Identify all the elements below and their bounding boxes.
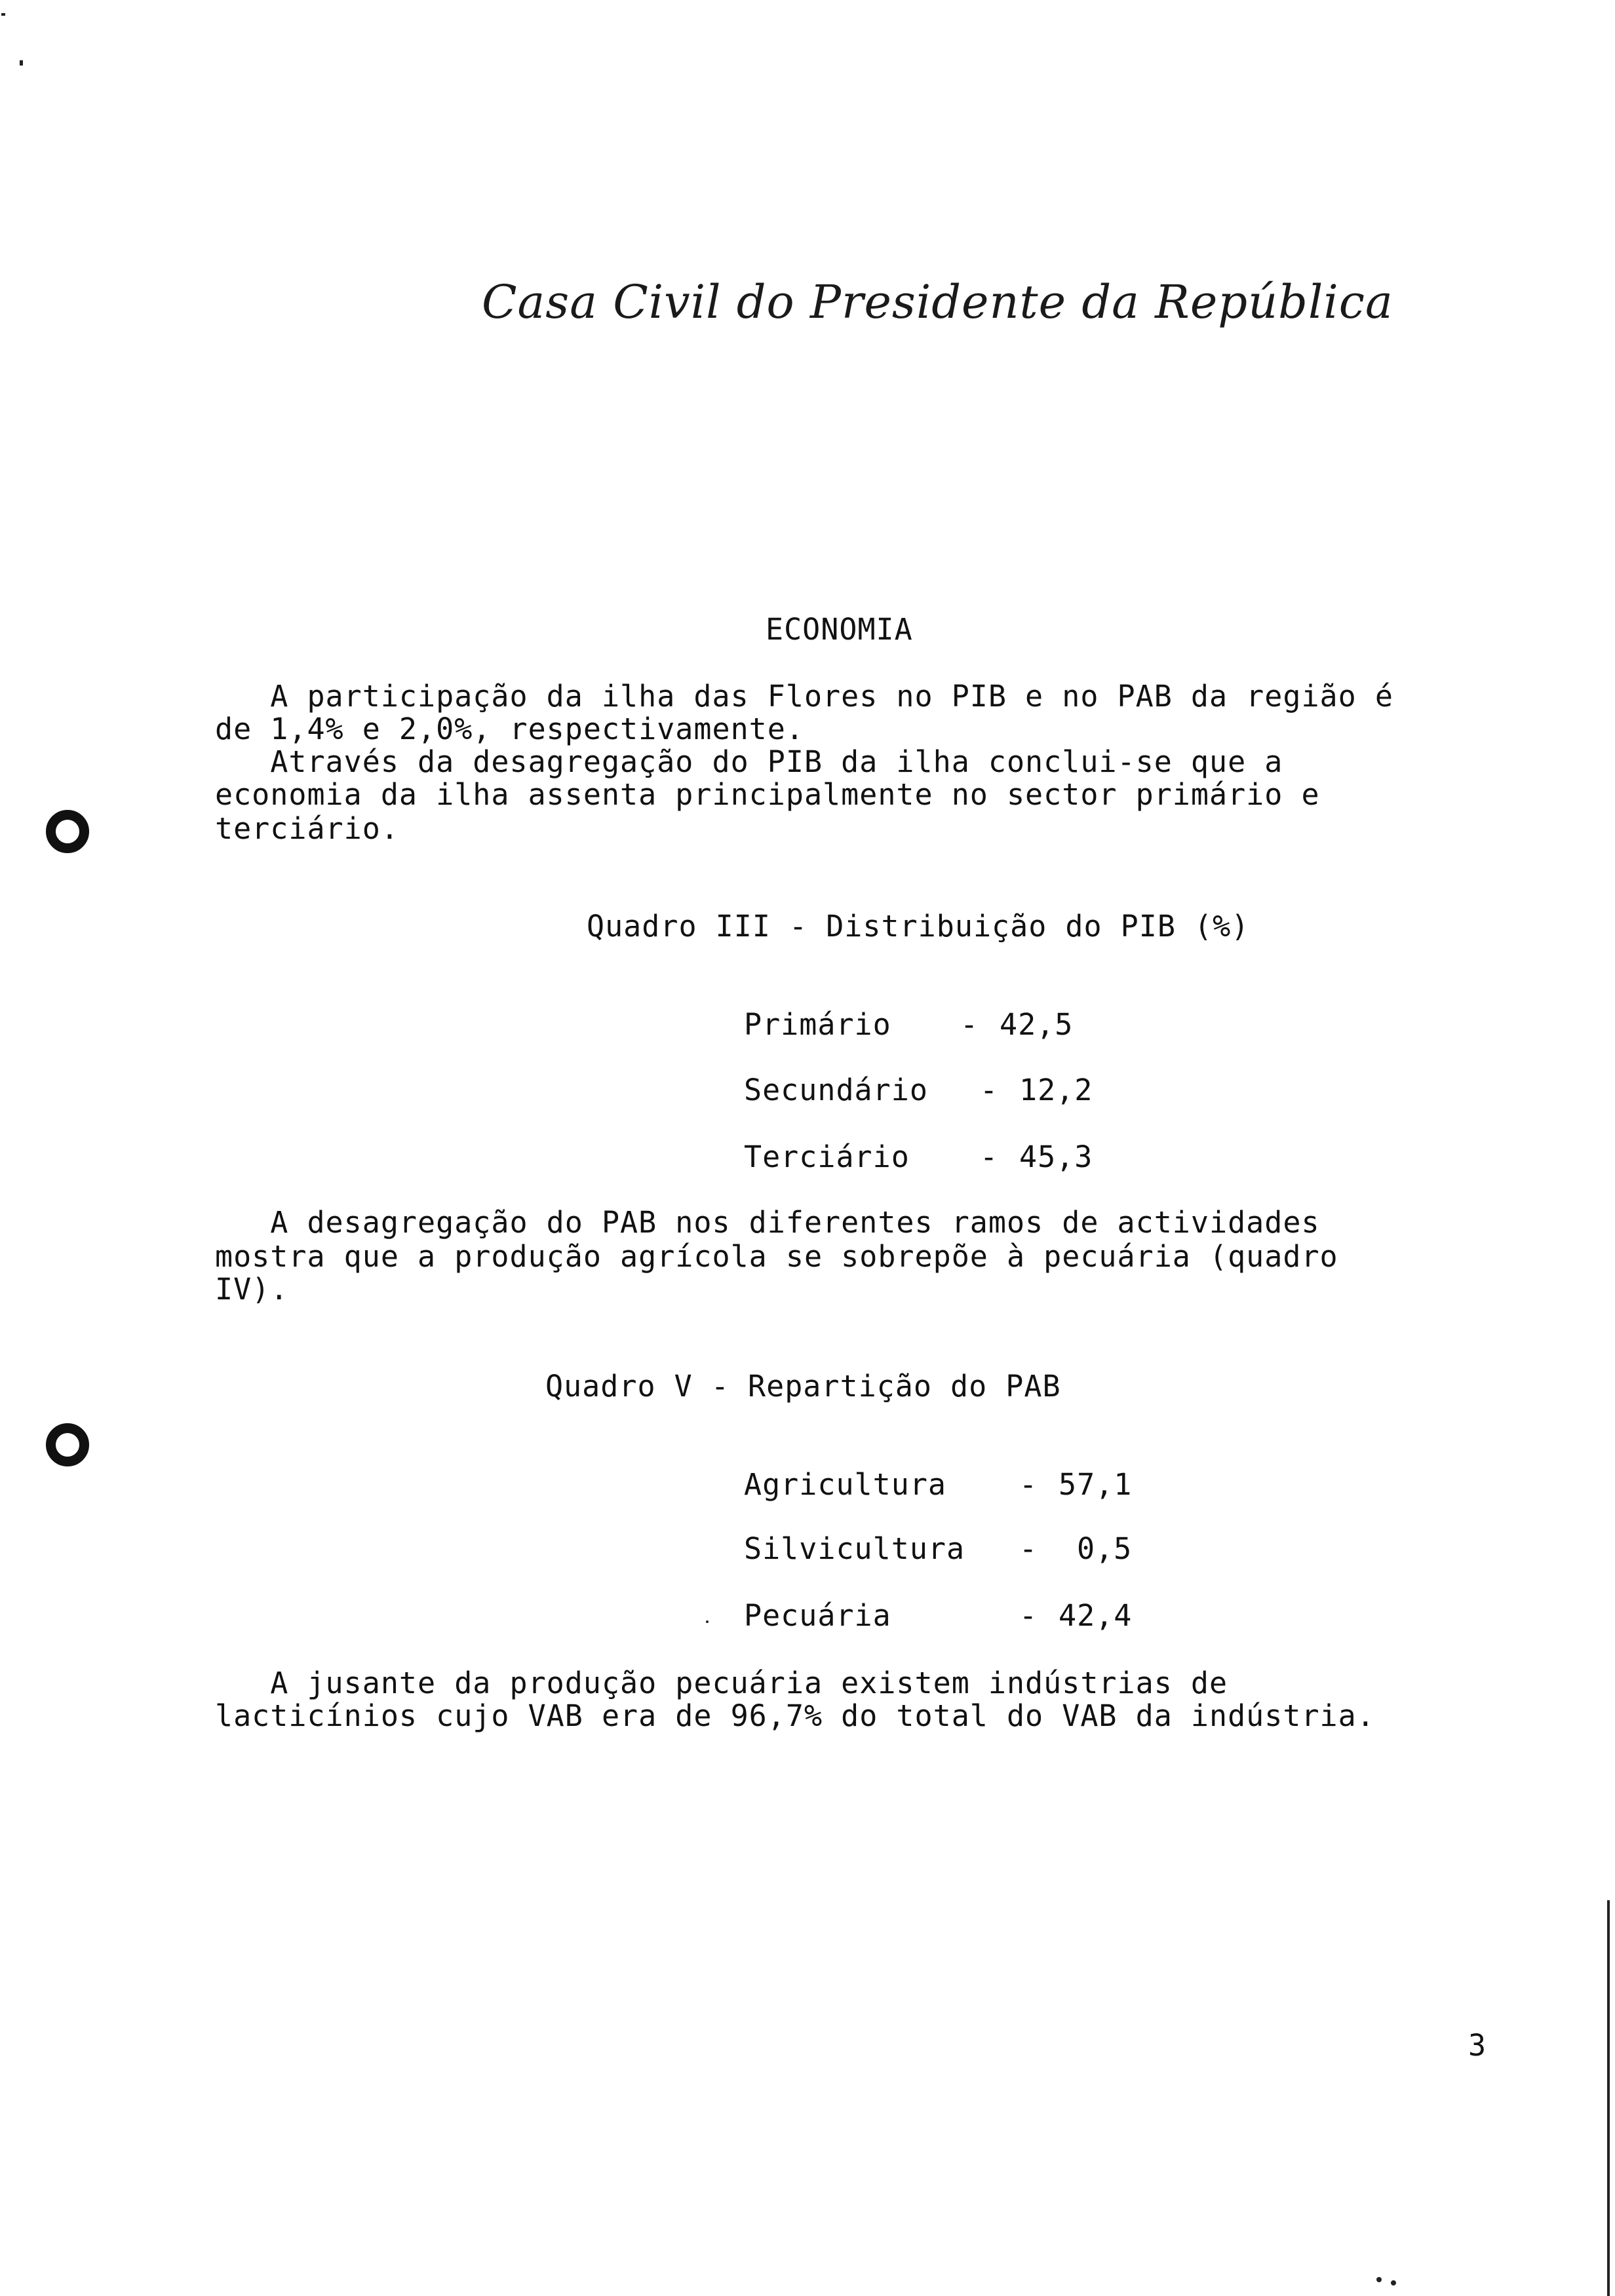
table-5-row-value: 0,5 bbox=[1077, 1531, 1133, 1566]
table-5-row-label: Silvicultura bbox=[744, 1531, 965, 1566]
paragraph-2-line-2: economia da ilha assenta principalmente no sector primário e bbox=[215, 777, 1320, 812]
table-3-row-label: Terciário bbox=[744, 1139, 910, 1174]
paragraph-2-line-3: terciário. bbox=[215, 811, 399, 846]
table-3-row-label: Primário bbox=[744, 1007, 891, 1042]
paragraph-3-line-2: mostra que a produção agrícola se sobrepõe à pecuária (quadro bbox=[215, 1239, 1338, 1274]
paragraph-4-line-1: A jusante da produção pecuária existem indústrias de bbox=[215, 1666, 1228, 1700]
table-5-row-sep: - bbox=[1019, 1531, 1038, 1566]
paragraph-3-line-1: A desagregação do PAB nos diferentes ramos de actividades bbox=[215, 1205, 1320, 1240]
table-3-row-sep: - bbox=[980, 1139, 999, 1174]
table-5-row-label: Pecuária bbox=[744, 1598, 891, 1633]
page-number: 3 bbox=[1468, 2028, 1487, 2063]
table-5-row-value: 57,1 bbox=[1059, 1467, 1133, 1502]
scan-dot bbox=[706, 1620, 709, 1623]
table-3-row-sep: - bbox=[980, 1073, 999, 1107]
punch-hole-top bbox=[46, 810, 89, 853]
paragraph-1-line-1: A participação da ilha das Flores no PIB e no PAB da região é bbox=[215, 679, 1393, 714]
scan-mark-top-left bbox=[1, 13, 5, 16]
table-5-row-sep: - bbox=[1019, 1467, 1038, 1502]
paragraph-4-line-2: lacticínios cujo VAB era de 96,7% do total do VAB da indústria. bbox=[215, 1698, 1375, 1733]
table-3-row-value: 12,2 bbox=[1019, 1073, 1093, 1107]
table-3-title: Quadro III - Distribuição do PIB (%) bbox=[587, 909, 1250, 944]
table-5-row-value: 42,4 bbox=[1059, 1598, 1133, 1633]
table-3-row-label: Secundário bbox=[744, 1073, 928, 1107]
table-3-row-value: 45,3 bbox=[1019, 1139, 1093, 1174]
table-5-row-label: Agricultura bbox=[744, 1467, 947, 1502]
scan-edge-right bbox=[1607, 1900, 1610, 2296]
table-5-row-sep: - bbox=[1019, 1598, 1038, 1633]
paragraph-3-line-3: IV). bbox=[215, 1272, 289, 1307]
scan-dot bbox=[1376, 2277, 1382, 2282]
scan-mark-top-left-2 bbox=[20, 60, 23, 66]
paragraph-1-line-2: de 1,4% e 2,0%, respectivamente. bbox=[215, 712, 804, 746]
paragraph-2-line-1: Através da desagregação do PIB da ilha conclui-se que a bbox=[215, 744, 1283, 779]
table-3-row-value: 42,5 bbox=[1000, 1007, 1074, 1042]
table-5-title: Quadro V - Repartição do PAB bbox=[545, 1369, 1061, 1404]
punch-hole-bottom bbox=[46, 1423, 89, 1466]
section-title: ECONOMIA bbox=[766, 612, 913, 647]
scan-dot bbox=[1391, 2280, 1396, 2286]
letterhead-title: Casa Civil do Presidente da República bbox=[482, 275, 1393, 329]
table-3-row-sep: - bbox=[960, 1007, 979, 1042]
